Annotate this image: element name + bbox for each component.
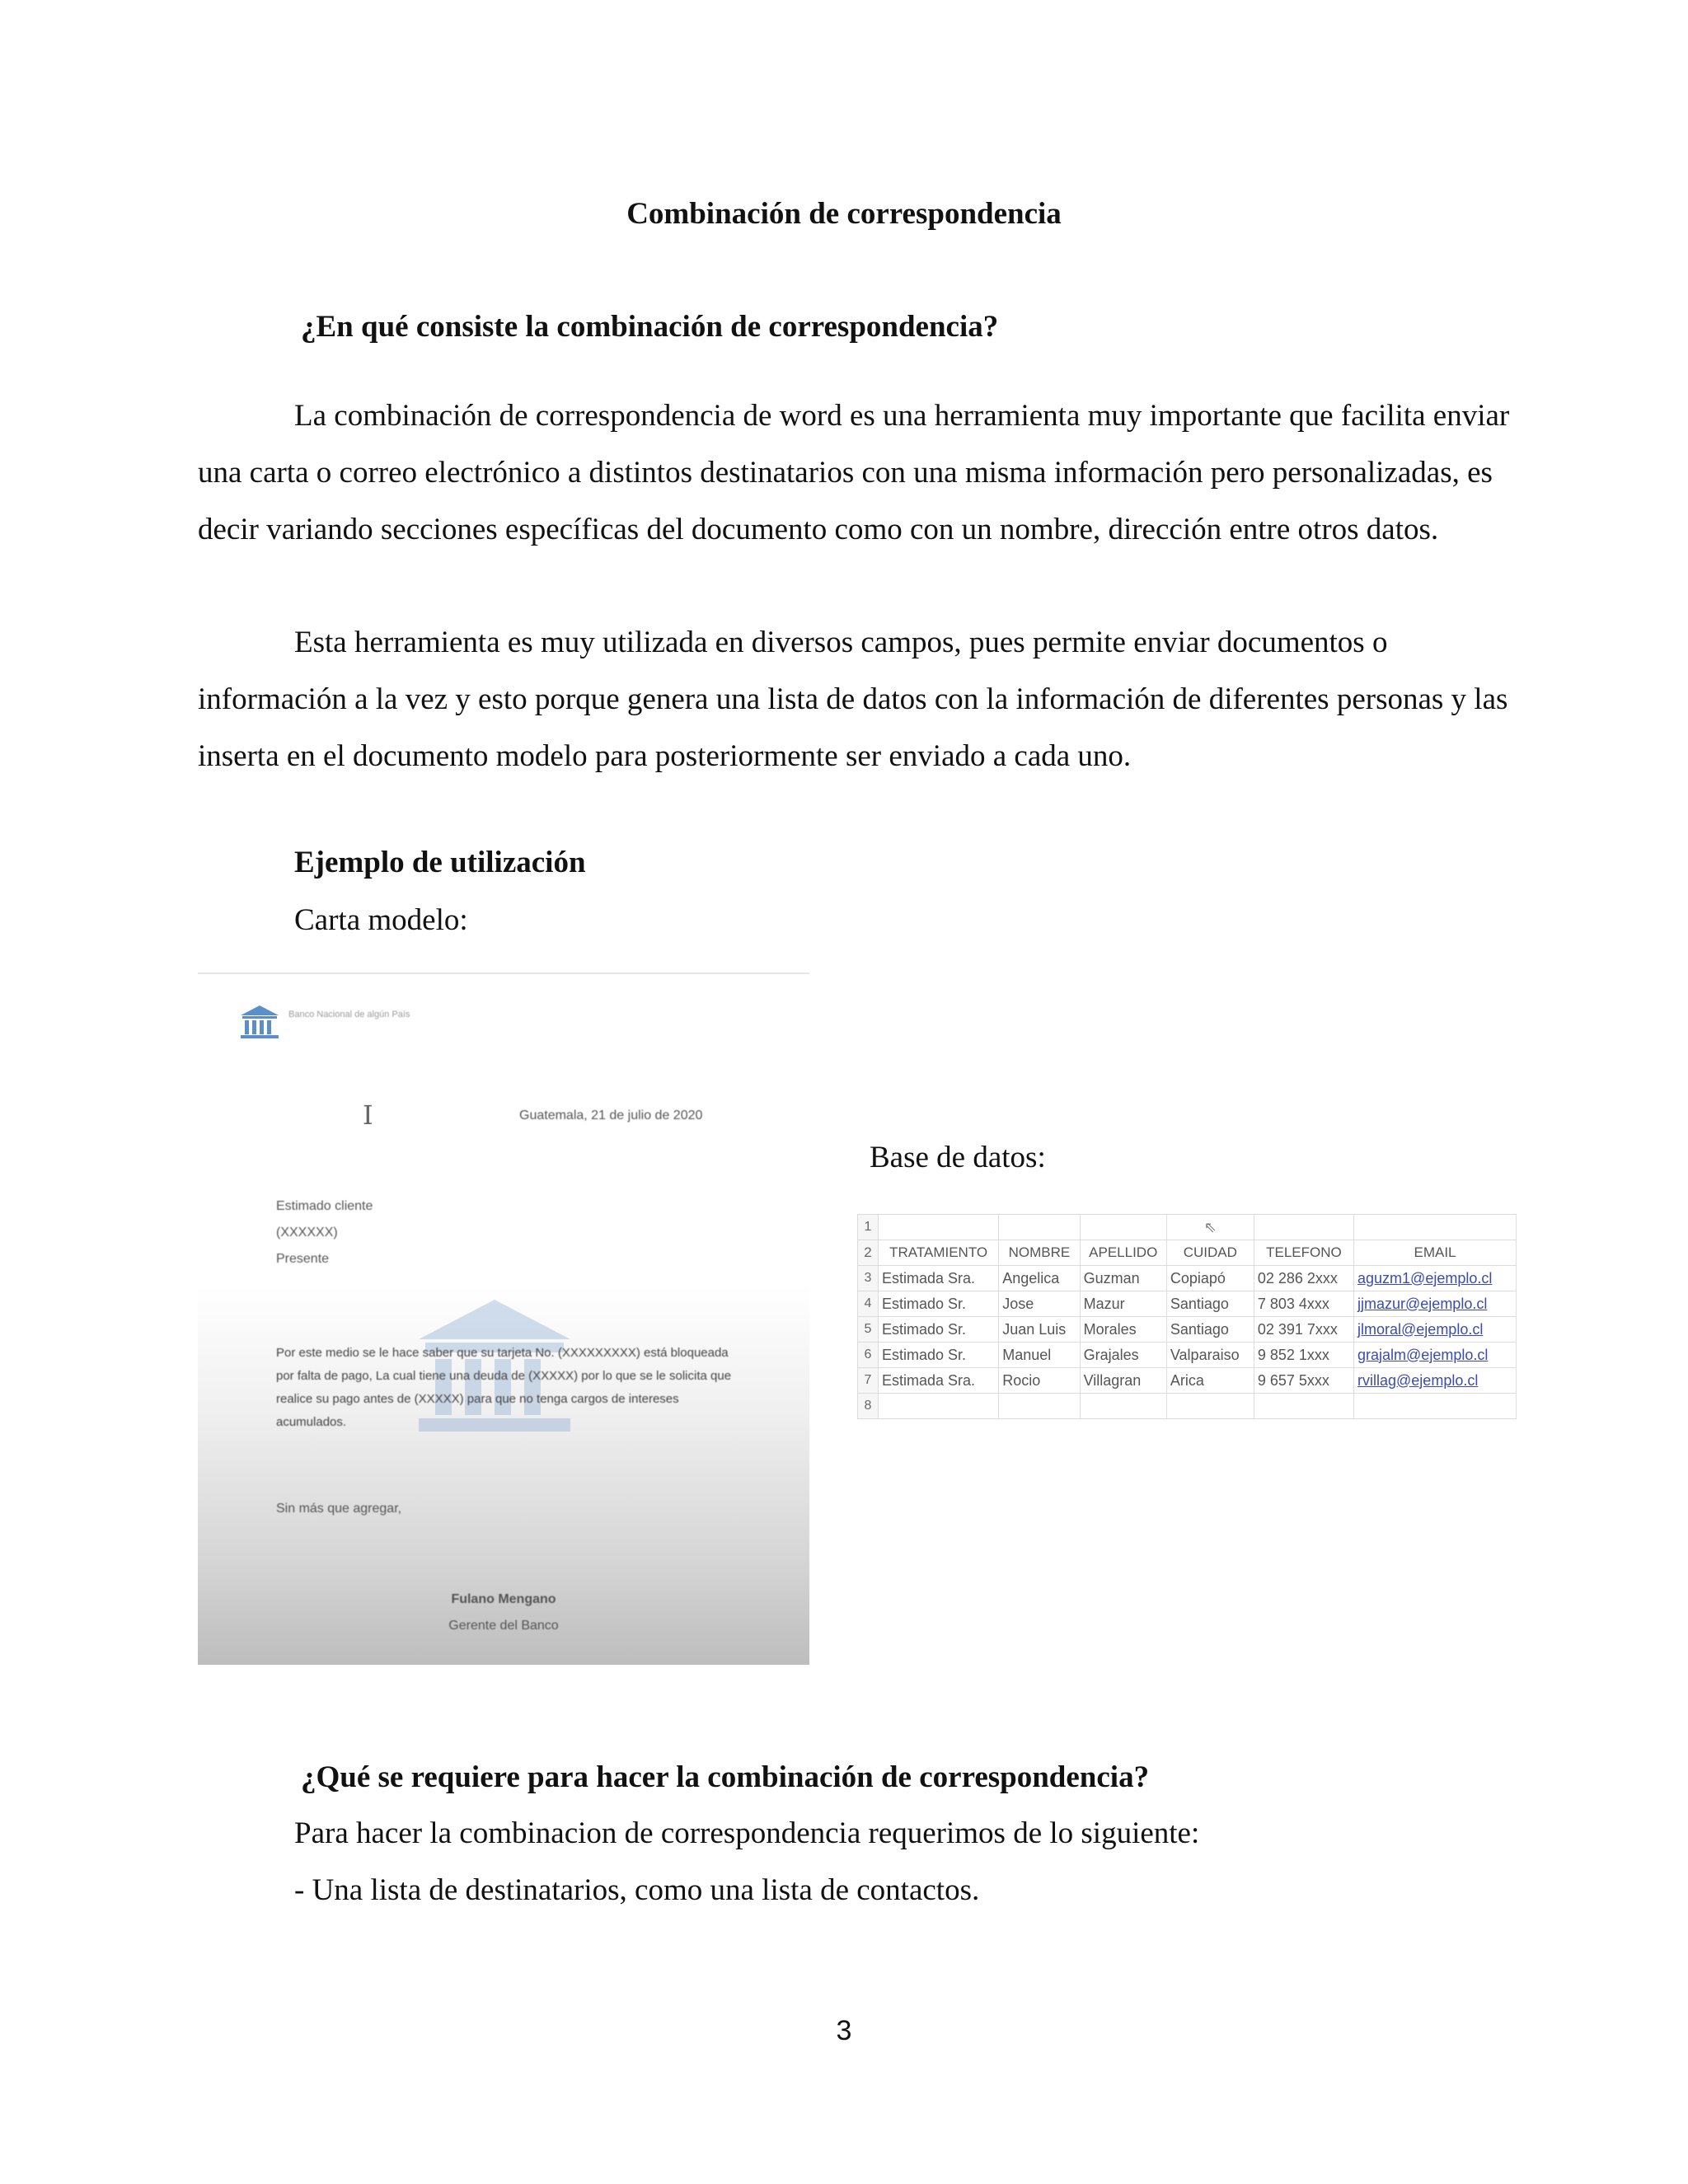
email-link[interactable]: aguzm1@ejemplo.cl [1354, 1266, 1517, 1291]
requisitos-intro: Para hacer la combinacion de correspondencia requerimos de lo siguiente: [294, 1816, 1200, 1850]
table-cell: 02 391 7xxx [1254, 1317, 1353, 1343]
table-cell: Juan Luis [999, 1317, 1080, 1343]
text-cursor-icon: I [363, 1099, 373, 1131]
page-number: 3 [836, 2015, 852, 2046]
table-cell: Angelica [999, 1266, 1080, 1291]
letter-label: Carta modelo: [294, 903, 468, 937]
table-row [858, 1317, 1517, 1343]
column-header: EMAIL [1354, 1240, 1517, 1266]
table-cell: Jose [999, 1291, 1080, 1317]
table-cell: Estimada Sra. [879, 1266, 999, 1291]
table-row [858, 1215, 1517, 1240]
section-heading-requisitos: ¿Qué se requiere para hacer la combinación de correspondencia? [301, 1760, 1150, 1794]
letter-signer-name: Fulano Mengano [451, 1592, 556, 1606]
database-table-image [857, 1214, 1517, 1419]
letter-closing: Sin más que agregar, [276, 1502, 402, 1516]
column-header: NOMBRE [999, 1240, 1080, 1266]
document-title: Combinación de correspondencia [626, 197, 1062, 231]
table-cell: Grajales [1080, 1343, 1166, 1368]
table-cell: Estimado Sr. [879, 1291, 999, 1317]
table-cell: Manuel [999, 1343, 1080, 1368]
letter-placeholder: (XXXXXX) [276, 1226, 338, 1240]
paragraph-definition: La combinación de correspondencia de word es una herramienta muy importante que facilita enviar una carta o correo electrónico a distintos destinatarios con una misma información pero personalizadas, es decir variando secciones específicas del documento como con un nombre, dirección entre otros datos. [198, 399, 1510, 546]
letter-date: Guatemala, 21 de julio de 2020 [519, 1108, 703, 1122]
row-number: 6 [858, 1343, 879, 1368]
table-cell: 02 286 2xxx [1254, 1266, 1353, 1291]
requisitos-list-item: - Una lista de destinatarios, como una lista de contactos. [294, 1873, 980, 1907]
table-cell: Santiago [1166, 1317, 1254, 1343]
table-cell: Arica [1166, 1368, 1254, 1394]
table-cell: Estimado Sr. [879, 1317, 999, 1343]
column-header: TELEFONO [1254, 1240, 1353, 1266]
column-header: TRATAMIENTO [879, 1240, 999, 1266]
row-number: 5 [858, 1317, 879, 1343]
letter-greeting: Estimado cliente [276, 1199, 373, 1213]
column-header: APELLIDO [1080, 1240, 1166, 1266]
email-link[interactable]: jjmazur@ejemplo.cl [1354, 1291, 1517, 1317]
table-row [858, 1291, 1517, 1317]
bank-logo-icon [239, 1004, 280, 1040]
table-row [858, 1394, 1517, 1419]
email-link[interactable]: jlmoral@ejemplo.cl [1354, 1317, 1517, 1343]
table-cell: Rocio [999, 1368, 1080, 1394]
table-cell: Morales [1080, 1317, 1166, 1343]
table-cell: Villagran [1080, 1368, 1166, 1394]
table-cell: Estimado Sr. [879, 1343, 999, 1368]
table-cell: 9 657 5xxx [1254, 1368, 1353, 1394]
row-number: 7 [858, 1368, 879, 1394]
column-header: CUIDAD [1166, 1240, 1254, 1266]
table-row [858, 1343, 1517, 1368]
email-link[interactable]: grajalm@ejemplo.cl [1354, 1343, 1517, 1368]
letter-signer-title: Gerente del Banco [448, 1619, 559, 1633]
row-number: 2 [858, 1240, 879, 1266]
letter-image [198, 972, 809, 1665]
email-link[interactable]: rvillag@ejemplo.cl [1354, 1368, 1517, 1394]
row-number: 1 [858, 1215, 879, 1240]
table-cell: Mazur [1080, 1291, 1166, 1317]
table-cell: 7 803 4xxx [1254, 1291, 1353, 1317]
example-heading: Ejemplo de utilización [294, 846, 586, 879]
section-heading-consiste: ¿En qué consiste la combinación de correspondencia? [301, 310, 999, 344]
paragraph-usage: Esta herramienta es muy utilizada en diversos campos, pues permite enviar documentos o información a la vez y esto porque genera una lista de datos con la información de diferentes personas y las inserta en el documento modelo para posteriormente ser enviado a cada uno. [198, 626, 1508, 773]
database-table [857, 1214, 1517, 1419]
table-cell: Copiapó [1166, 1266, 1254, 1291]
table-cell: Santiago [1166, 1291, 1254, 1317]
table-cell: 9 852 1xxx [1254, 1343, 1353, 1368]
letter-body: Por este medio se le hace saber que su tarjeta No. (XXXXXXXXX) está bloqueada por falta de pago, La cual tiene una deuda de (XXXXX) por lo que se le solicita que realice su pago antes de (XXXXX) para que no tenga cargos de intereses acumulados. [276, 1346, 732, 1429]
table-cell: Guzman [1080, 1266, 1166, 1291]
table-cell: Estimada Sra. [879, 1368, 999, 1394]
row-number: 3 [858, 1266, 879, 1291]
bank-name: Banco Nacional de algún País [288, 1010, 410, 1019]
table-row [858, 1266, 1517, 1291]
table-cell: Valparaiso [1166, 1343, 1254, 1368]
database-label: Base de datos: [870, 1141, 1046, 1174]
mouse-pointer-icon: ⇖ [1166, 1215, 1254, 1240]
row-number: 4 [858, 1291, 879, 1317]
table-header-row [858, 1240, 1517, 1266]
letter-presente: Presente [276, 1252, 330, 1266]
table-row [858, 1368, 1517, 1394]
row-number: 8 [858, 1394, 879, 1419]
